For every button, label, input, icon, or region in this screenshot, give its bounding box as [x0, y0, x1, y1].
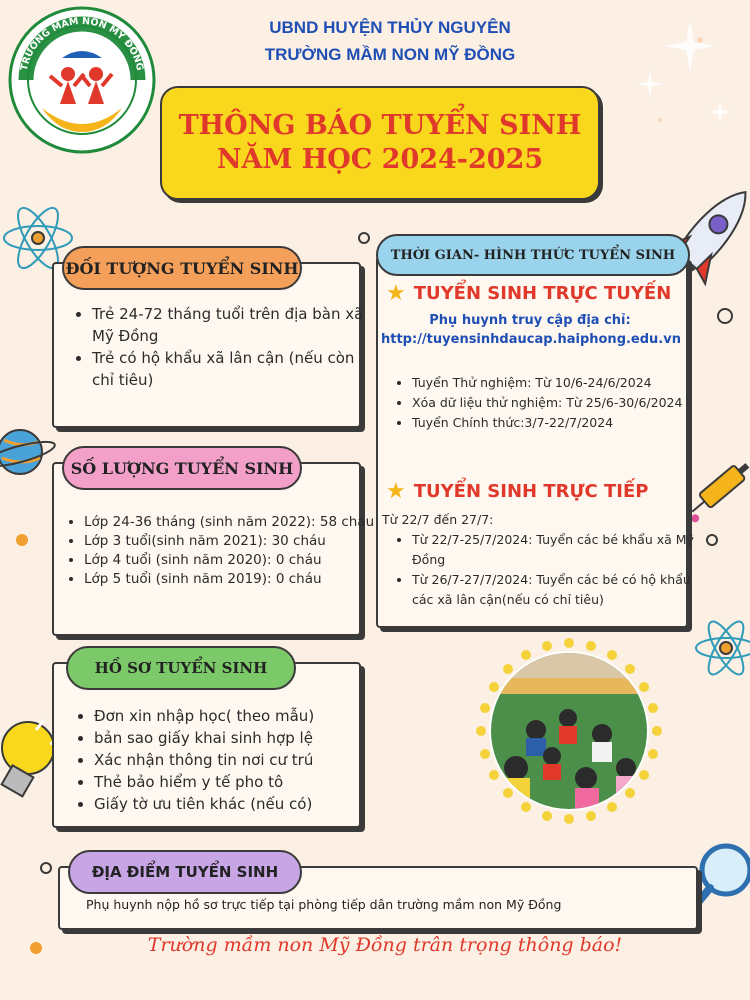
- online-heading: TUYỂN SINH TRỰC TUYẾN: [413, 283, 672, 304]
- ho-so-list: [72, 705, 376, 815]
- list-item: • Giấy tờ ưu tiên khác (nếu có): [94, 793, 376, 815]
- list-item: • bản sao giấy khai sinh hợp lệ: [94, 727, 376, 749]
- enrollment-link[interactable]: http://tuyensinhdaucap.haiphong.edu.vn: [381, 332, 681, 347]
- thoi-gian-heading: THỜI GIAN- HÌNH THỨC TUYỂN SINH: [376, 234, 690, 276]
- syringe-icon: [682, 458, 750, 523]
- atom-icon: [696, 617, 750, 679]
- online-list: [390, 373, 704, 433]
- online-access-label: Phụ huynh truy cập địa chỉ:: [429, 313, 631, 328]
- direct-heading: TUYỂN SINH TRỰC TIẾP: [413, 481, 649, 502]
- direct-heading-row: [386, 479, 686, 504]
- school-header: [190, 14, 590, 68]
- so-luong-list: [62, 513, 376, 589]
- list-item: • Xóa dữ liệu thử nghiệm: Từ 25/6-30/6/2024: [412, 393, 704, 413]
- list-item: • Lớp 24-36 tháng (sinh năm 2022): 58 cháu: [84, 513, 376, 532]
- so-luong-heading: SỐ LƯỢNG TUYỂN SINH: [62, 446, 302, 490]
- school-name: TRƯỜNG MẦM NON MỸ ĐỒNG: [264, 45, 516, 64]
- ho-so-heading: HỒ SƠ TUYỂN SINH: [66, 646, 296, 690]
- list-item: • Lớp 3 tuổi(sinh năm 2021): 30 cháu: [84, 532, 376, 551]
- list-item: • Thẻ bảo hiểm y tế pho tô: [94, 771, 376, 793]
- logo-ring-text: TRƯỜNG MẦM NON MỸ ĐỒNG: [18, 15, 146, 72]
- list-item: • Lớp 4 tuổi (sinh năm 2020): 0 cháu: [84, 551, 376, 570]
- list-item: • Tuyển Thử nghiệm: Từ 10/6-24/6/2024: [412, 373, 704, 393]
- direct-list: [390, 530, 704, 610]
- list-item: • Trẻ 24-72 tháng tuổi trên địa bàn xã Mỹ Đồng: [92, 303, 374, 347]
- title-line-2: NĂM HỌC 2024-2025: [216, 144, 544, 175]
- star-icon: ★: [386, 479, 406, 504]
- online-heading-row: [386, 281, 686, 306]
- list-item: • Từ 22/7-25/7/2024: Tuyển các bé khẩu xã Mỹ Đồng: [412, 530, 704, 570]
- title-line-1: THÔNG BÁO TUYỂN SINH: [178, 110, 582, 141]
- doi-tuong-heading: ĐỐI TƯỢNG TUYỂN SINH: [62, 246, 302, 290]
- title-banner: [160, 86, 600, 200]
- district-name: UBND HUYỆN THỦY NGUYÊN: [269, 18, 511, 37]
- school-logo: [6, 4, 158, 156]
- dia-diem-heading: ĐỊA ĐIỂM TUYỂN SINH: [68, 850, 302, 894]
- footer-note: Trường mầm non Mỹ Đồng trân trọng thông báo!: [147, 934, 623, 956]
- list-item: • Tuyển Chính thức:3/7-22/7/2024: [412, 413, 704, 433]
- dia-diem-text: Phụ huynh nộp hồ sơ trực tiếp tại phòng tiếp dân trường mầm non Mỹ Đồng: [86, 897, 562, 912]
- list-item: • Xác nhận thông tin nơi cư trú: [94, 749, 376, 771]
- star-icon: ★: [386, 281, 406, 306]
- list-item: • Đơn xin nhập học( theo mẫu): [94, 705, 376, 727]
- sparkle-icon: [636, 20, 732, 124]
- direct-intro: Từ 22/7 đến 27/7:: [382, 512, 494, 527]
- magnifier-icon: [690, 846, 750, 912]
- list-item: • Từ 26/7-27/7/2024: Tuyển các bé có hộ khẩu các xã lân cận(nếu có chỉ tiêu): [412, 570, 704, 610]
- list-item: • Lớp 5 tuổi (sinh năm 2019): 0 cháu: [84, 570, 376, 589]
- planet-icon: [0, 430, 57, 474]
- list-item: • Trẻ có hộ khẩu xã lân cận (nếu còn chỉ tiêu): [92, 347, 374, 391]
- doi-tuong-list: [70, 303, 374, 391]
- children-photo: [476, 638, 662, 824]
